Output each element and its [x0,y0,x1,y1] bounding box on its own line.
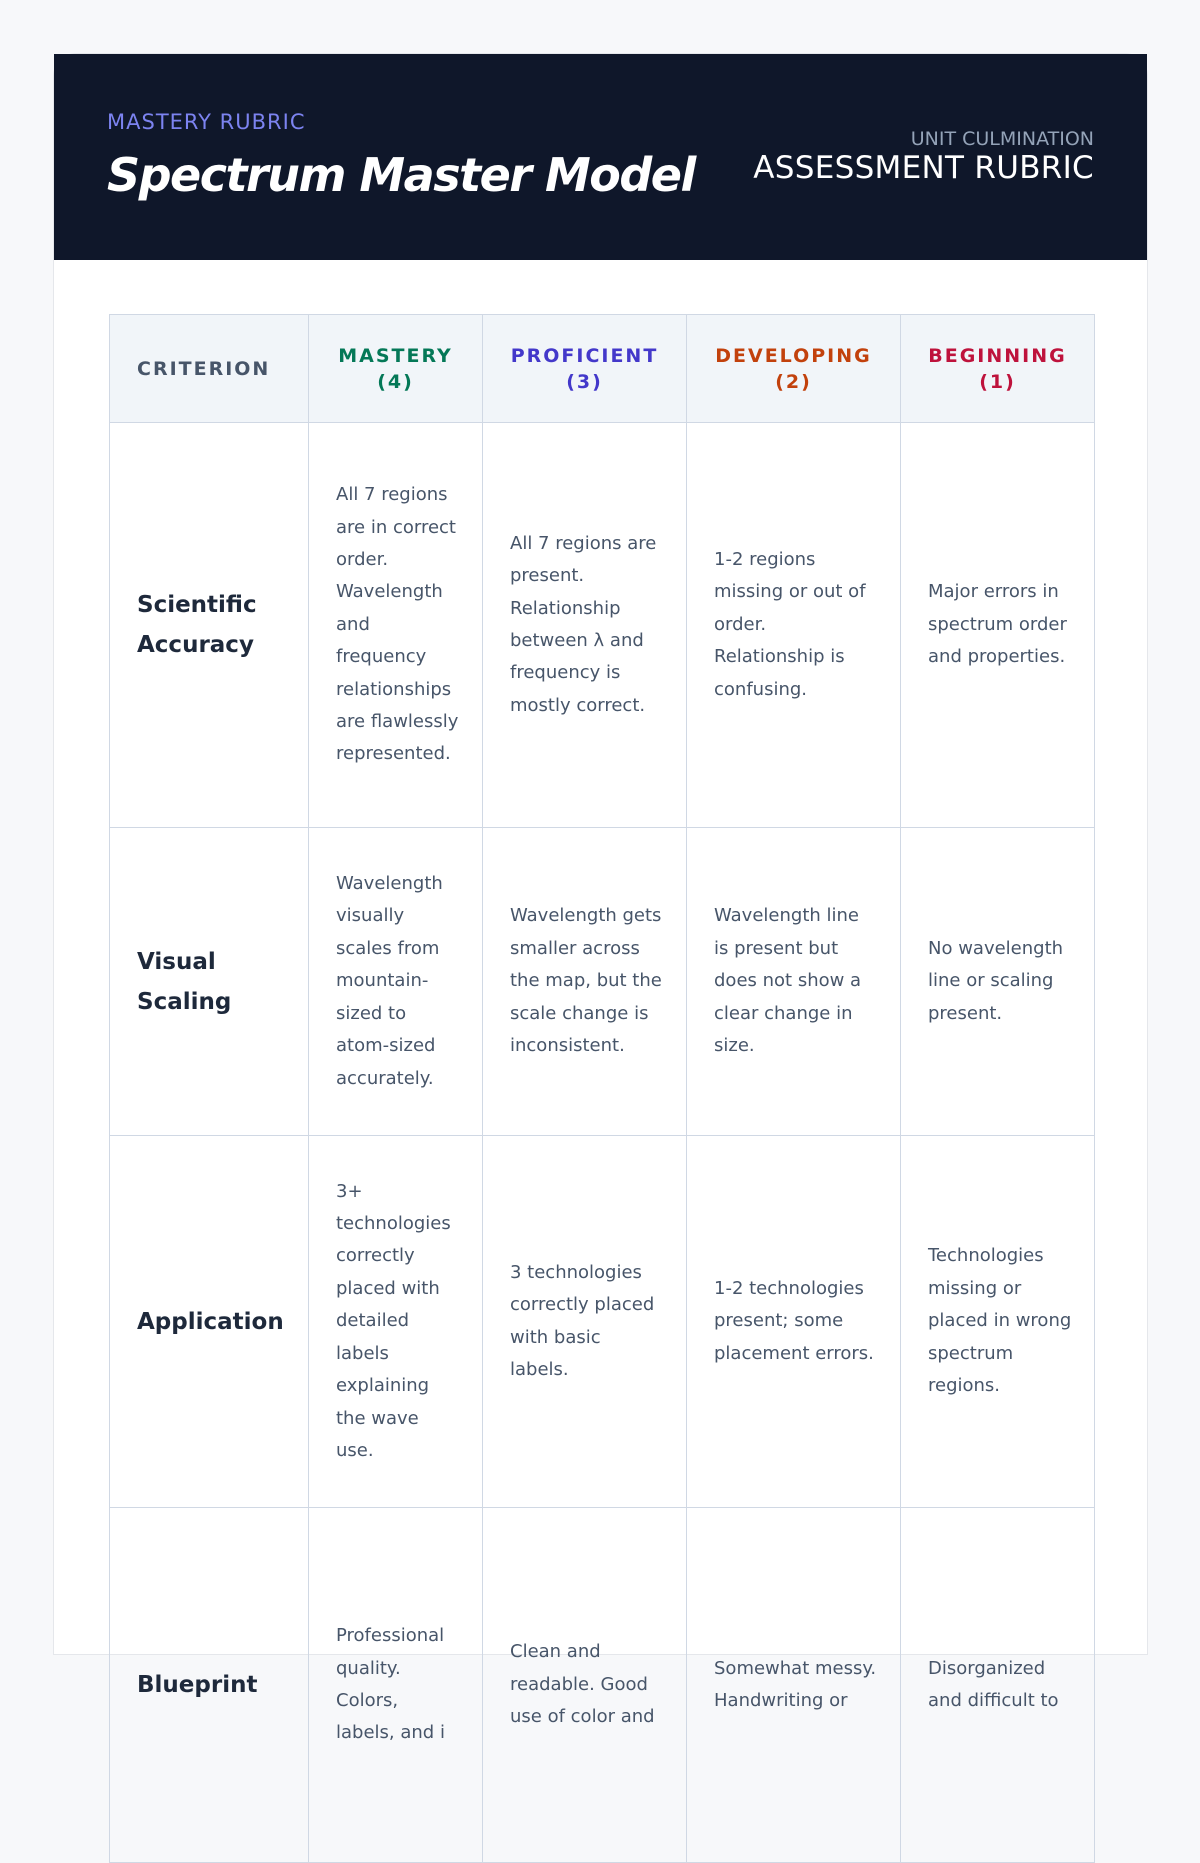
mastery-cell: 3+ technologies correctly placed with detailed labels explaining the wave use. [309,1136,483,1508]
criterion-name: Scientific Accuracy [110,423,309,828]
mastery-cell: All 7 regions are in correct order. Wavelength and frequency relationships are flawlessly represented. [309,423,483,828]
header-right-block [753,128,1094,186]
page-title: Spectrum Master Model [107,148,695,202]
developing-column-header [687,315,901,423]
criterion-name: Visual Scaling [110,828,309,1136]
beginning-cell: Major errors in spectrum order and properties. [901,423,1095,828]
criterion-name: Blueprint [110,1508,309,1863]
rubric-table [109,314,1095,1863]
developing-cell: 1-2 technologies present; some placement errors. [687,1136,901,1508]
unit-culmination-label: UNIT CULMINATION [910,128,1094,150]
rubric-header [54,54,1147,260]
table-row [110,1508,1095,1863]
proficient-cell: All 7 regions are present. Relationship between λ and frequency is mostly correct. [483,423,687,828]
table-header-row [110,315,1095,423]
beginning-cell: No wavelength line or scaling present. [901,828,1095,1136]
criterion-column-header: CRITERION [110,315,309,423]
level-label: MASTERY [338,344,453,367]
developing-cell: 1-2 regions missing or out of order. Relationship is confusing. [687,423,901,828]
assessment-rubric-label: ASSESSMENT RUBRIC [753,150,1094,186]
mastery-cell: Wavelength visually scales from mountain-sized to atom-sized accurately. [309,828,483,1136]
level-score: (3) [566,370,603,393]
proficient-cell: Clean and readable. Good use of color and [483,1508,687,1863]
eyebrow-label: MASTERY RUBRIC [107,110,306,134]
level-label: BEGINNING [928,344,1067,367]
beginning-cell: Disorganized and difficult to [901,1508,1095,1863]
mastery-cell: Professional quality. Colors, labels, and i [309,1508,483,1863]
mastery-column-header [309,315,483,423]
table-row [110,828,1095,1136]
developing-cell: Somewhat messy. Handwriting or [687,1508,901,1863]
beginning-cell: Technologies missing or placed in wrong spectrum regions. [901,1136,1095,1508]
rubric-card [54,54,1147,1744]
beginning-column-header [901,315,1095,423]
level-score: (4) [377,370,414,393]
criterion-name: Application [110,1136,309,1508]
table-row [110,1136,1095,1508]
level-label: PROFICIENT [510,344,659,367]
developing-cell: Wavelength line is present but does not show a clear change in size. [687,828,901,1136]
level-score: (2) [775,370,812,393]
level-label: DEVELOPING [715,344,872,367]
proficient-column-header [483,315,687,423]
table-row [110,423,1095,828]
proficient-cell: 3 technologies correctly placed with basic labels. [483,1136,687,1508]
level-score: (1) [979,370,1016,393]
proficient-cell: Wavelength gets smaller across the map, but the scale change is inconsistent. [483,828,687,1136]
